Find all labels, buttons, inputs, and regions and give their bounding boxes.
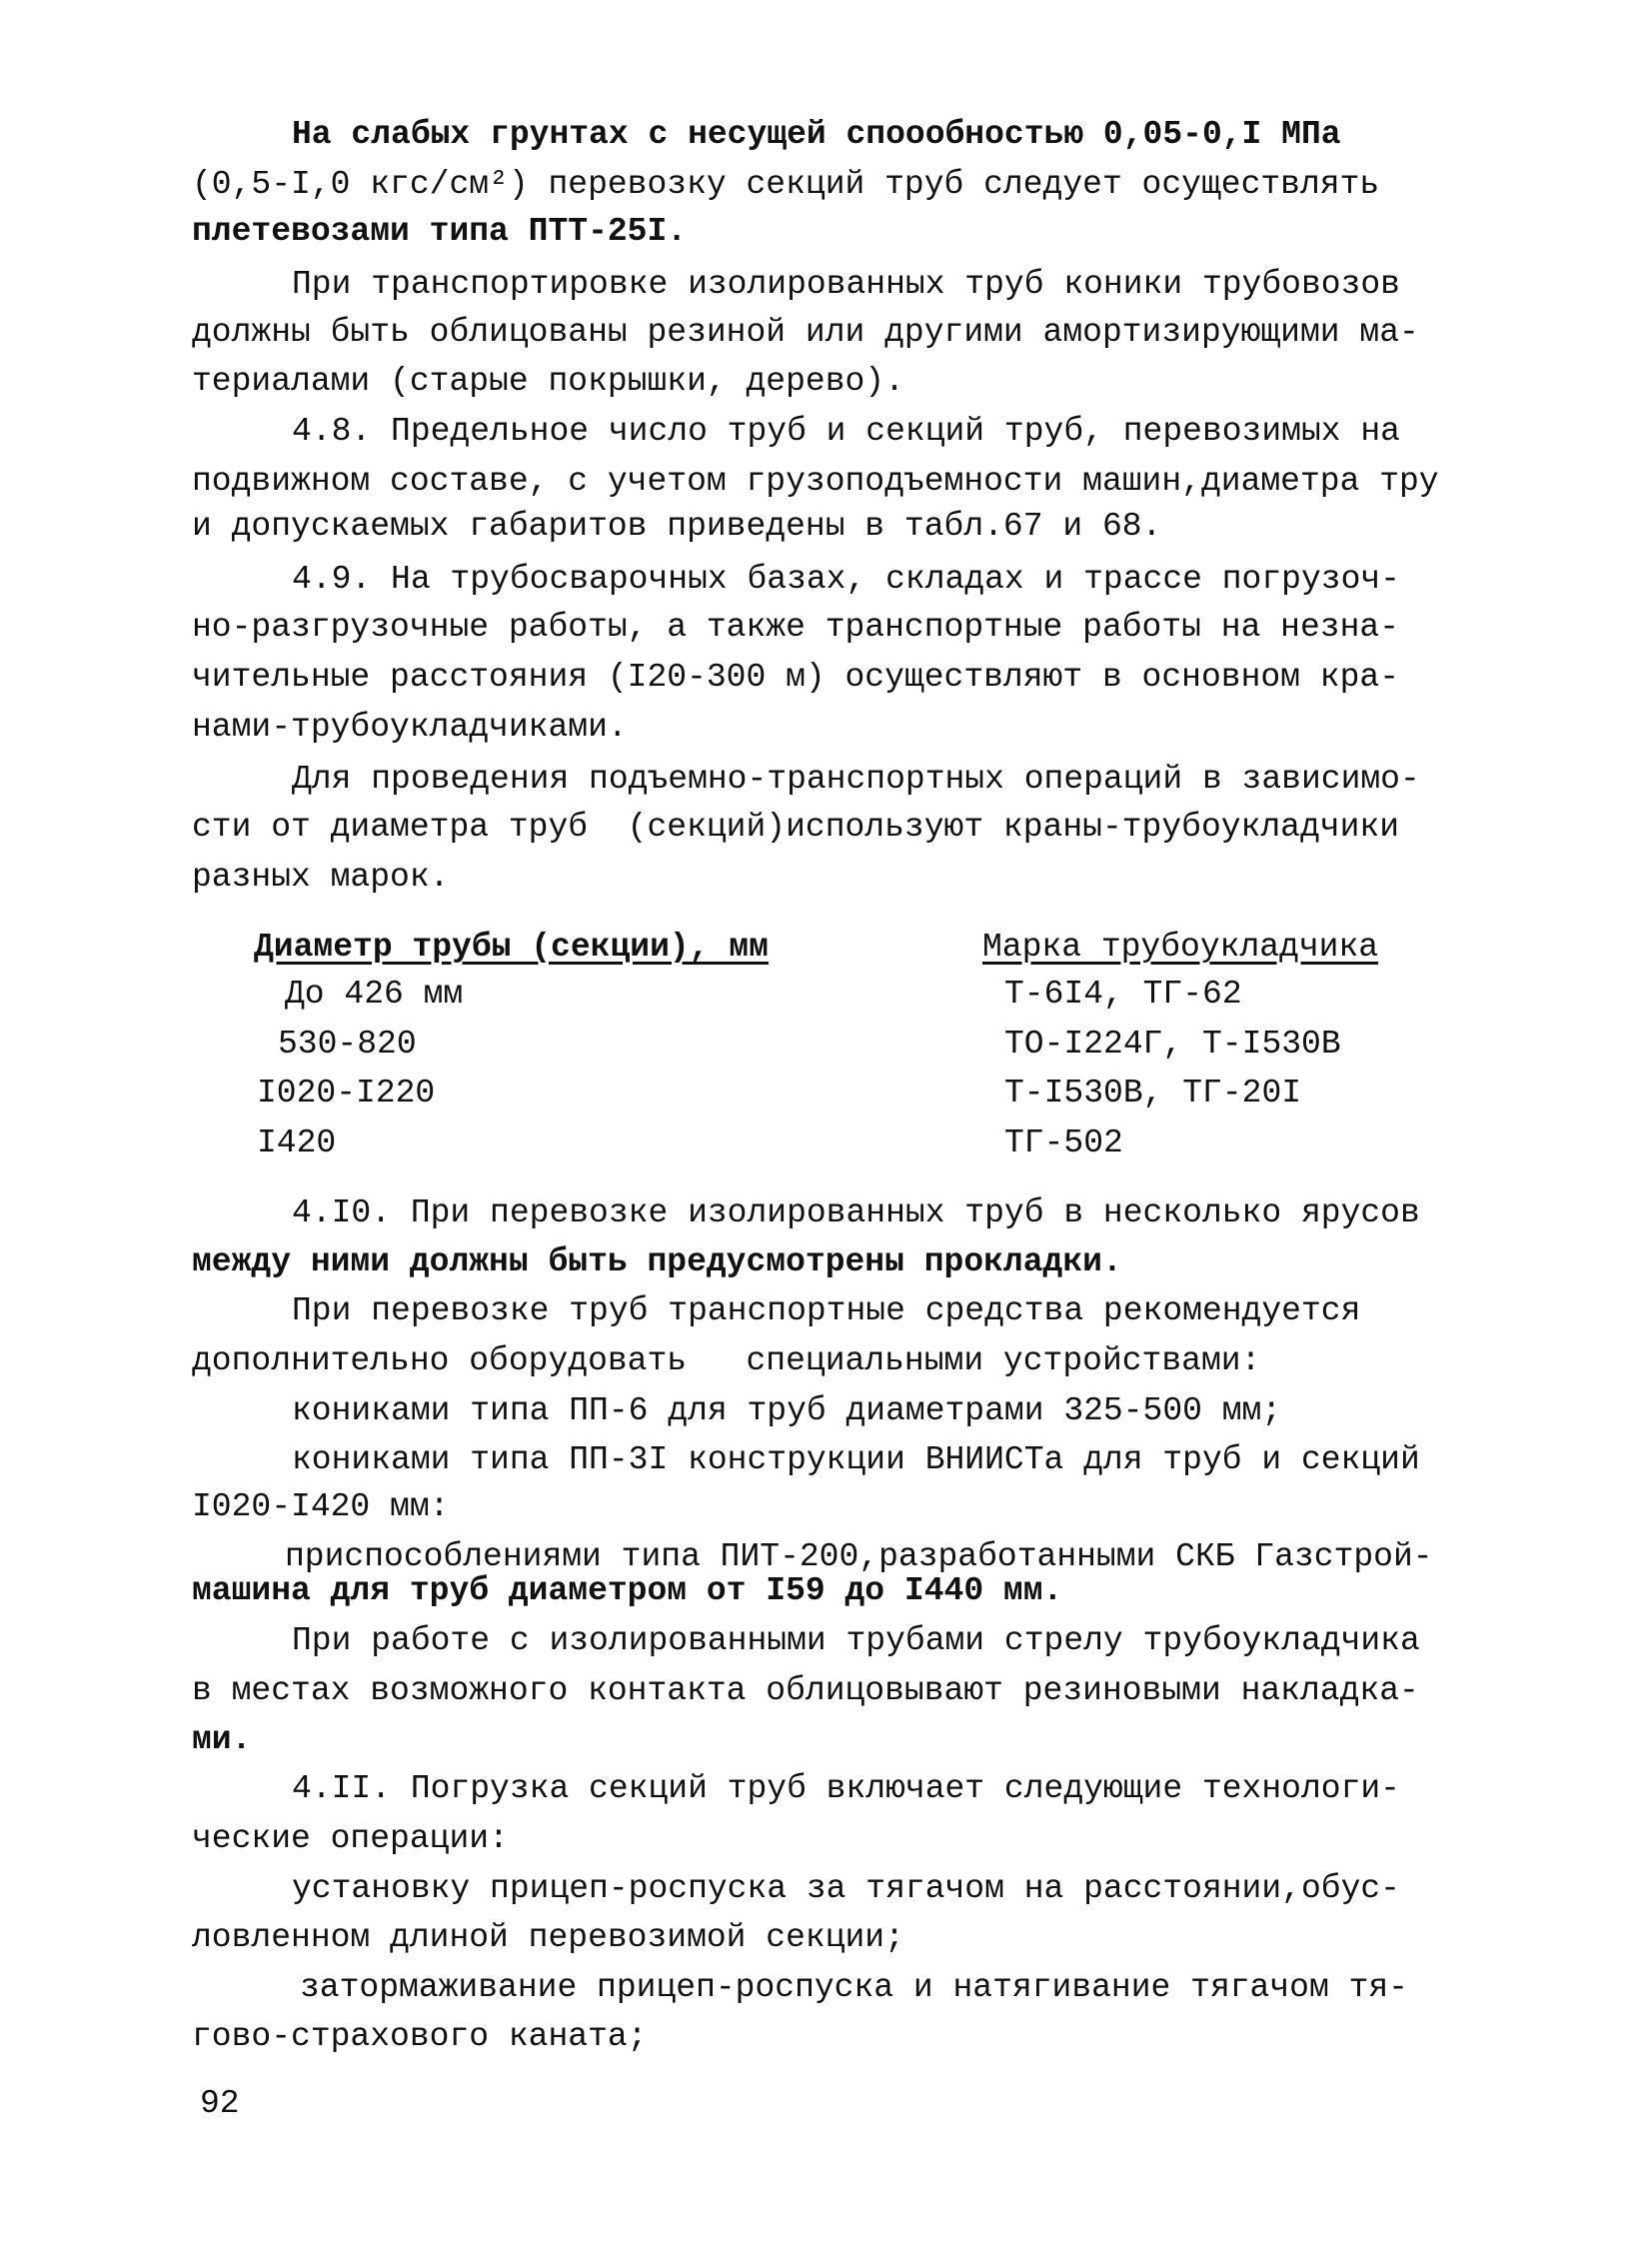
- text-line: 4.II. Погрузка секций труб включает следующие технологи-: [292, 1770, 1400, 1807]
- table-cell: До 426 мм: [285, 976, 464, 1013]
- text-line: ловленном длиной перевозимой секции;: [192, 1919, 904, 1956]
- table-cell: ТО-I224Г, Т-I530В: [1004, 1026, 1341, 1063]
- table-cell: I020-I220: [257, 1075, 436, 1112]
- text-line: На слабых грунтах с несущей споообностью 0,05-0,I МПа: [292, 116, 1341, 153]
- page-number: 92: [200, 2085, 240, 2122]
- table-cell: I420: [257, 1124, 337, 1161]
- text-line: затормаживание прицеп-роспуска и натягивание тягачом тя-: [300, 1969, 1408, 2006]
- text-line: сти от диаметра труб (секций)используют краны-трубоукладчики: [192, 809, 1399, 846]
- text-line: При перевозке труб транспортные средства рекомендуется: [292, 1292, 1361, 1329]
- text-line: машина для труб диаметром от I59 до I440 мм.: [192, 1572, 1063, 1609]
- table-cell: 530-820: [278, 1026, 417, 1063]
- text-line: в местах возможного контакта облицовывают резиновыми накладка-: [192, 1672, 1419, 1709]
- text-line: кониками типа ПП-3I конструкции ВНИИСТа для труб и секций: [292, 1441, 1420, 1478]
- table-cell: ТГ-502: [1004, 1124, 1123, 1161]
- text-line: териалами (старые покрышки, дерево).: [192, 363, 904, 400]
- text-line: но-разгрузочные работы, а также транспортные работы на незна-: [192, 609, 1399, 646]
- text-line: При транспортировке изолированных труб коники трубовозов: [292, 266, 1400, 303]
- text-line: (0,5-I,0 кгс/см²) перевозку секций труб следует осуществлять: [192, 166, 1380, 203]
- table-cell: Т-I530В, ТГ-20I: [1004, 1075, 1302, 1112]
- text-line: гово-страхового каната;: [192, 2018, 648, 2055]
- text-line: ми.: [192, 1721, 252, 1758]
- text-line: нами-трубоукладчиками.: [192, 709, 628, 746]
- text-line: установку прицеп-роспуска за тягачом на расстоянии,обус-: [292, 1870, 1400, 1907]
- text-line: между ними должны быть предусмотрены прокладки.: [192, 1243, 1122, 1280]
- text-line: I020-I420 мм:: [192, 1488, 450, 1525]
- text-line: кониками типа ПП-6 для труб диаметрами 325-500 мм;: [292, 1392, 1282, 1429]
- text-line: должны быть облицованы резиной или другими амортизирующими ма-: [192, 314, 1419, 351]
- text-line: разных марок.: [192, 859, 450, 896]
- text-line: подвижном составе, с учетом грузоподъемности машин,диаметра тру: [192, 463, 1439, 500]
- text-line: ческие операции:: [192, 1820, 509, 1857]
- table-header: Марка трубоукладчика: [982, 929, 1379, 966]
- text-line: При работе с изолированными трубами стрелу трубоукладчика: [292, 1622, 1420, 1659]
- table-header: Диаметр трубы (секции), мм: [254, 929, 769, 966]
- text-line: чительные расстояния (I20-300 м) осуществляют в основном кра-: [192, 659, 1399, 696]
- text-line: 4.9. На трубосварочных базах, складах и трассе погрузоч-: [292, 561, 1400, 598]
- text-line: 4.8. Предельное число труб и секций труб, перевозимых на: [292, 413, 1400, 450]
- text-line: 4.I0. При перевозке изолированных труб в несколько ярусов: [292, 1194, 1420, 1231]
- text-line: приспособлениями типа ПИТ-200,разработанными СКБ Газстрой-: [285, 1538, 1433, 1575]
- text-line: Для проведения подъемно-транспортных операций в зависимо-: [292, 761, 1420, 798]
- text-line: плетевозами типа ПТТ-25I.: [192, 213, 688, 250]
- text-line: дополнительно оборудовать специальными устройствами:: [192, 1342, 1261, 1379]
- text-line: и допускаемых габаритов приведены в табл.67 и 68.: [192, 508, 1162, 545]
- table-cell: Т-6I4, ТГ-62: [1004, 976, 1242, 1013]
